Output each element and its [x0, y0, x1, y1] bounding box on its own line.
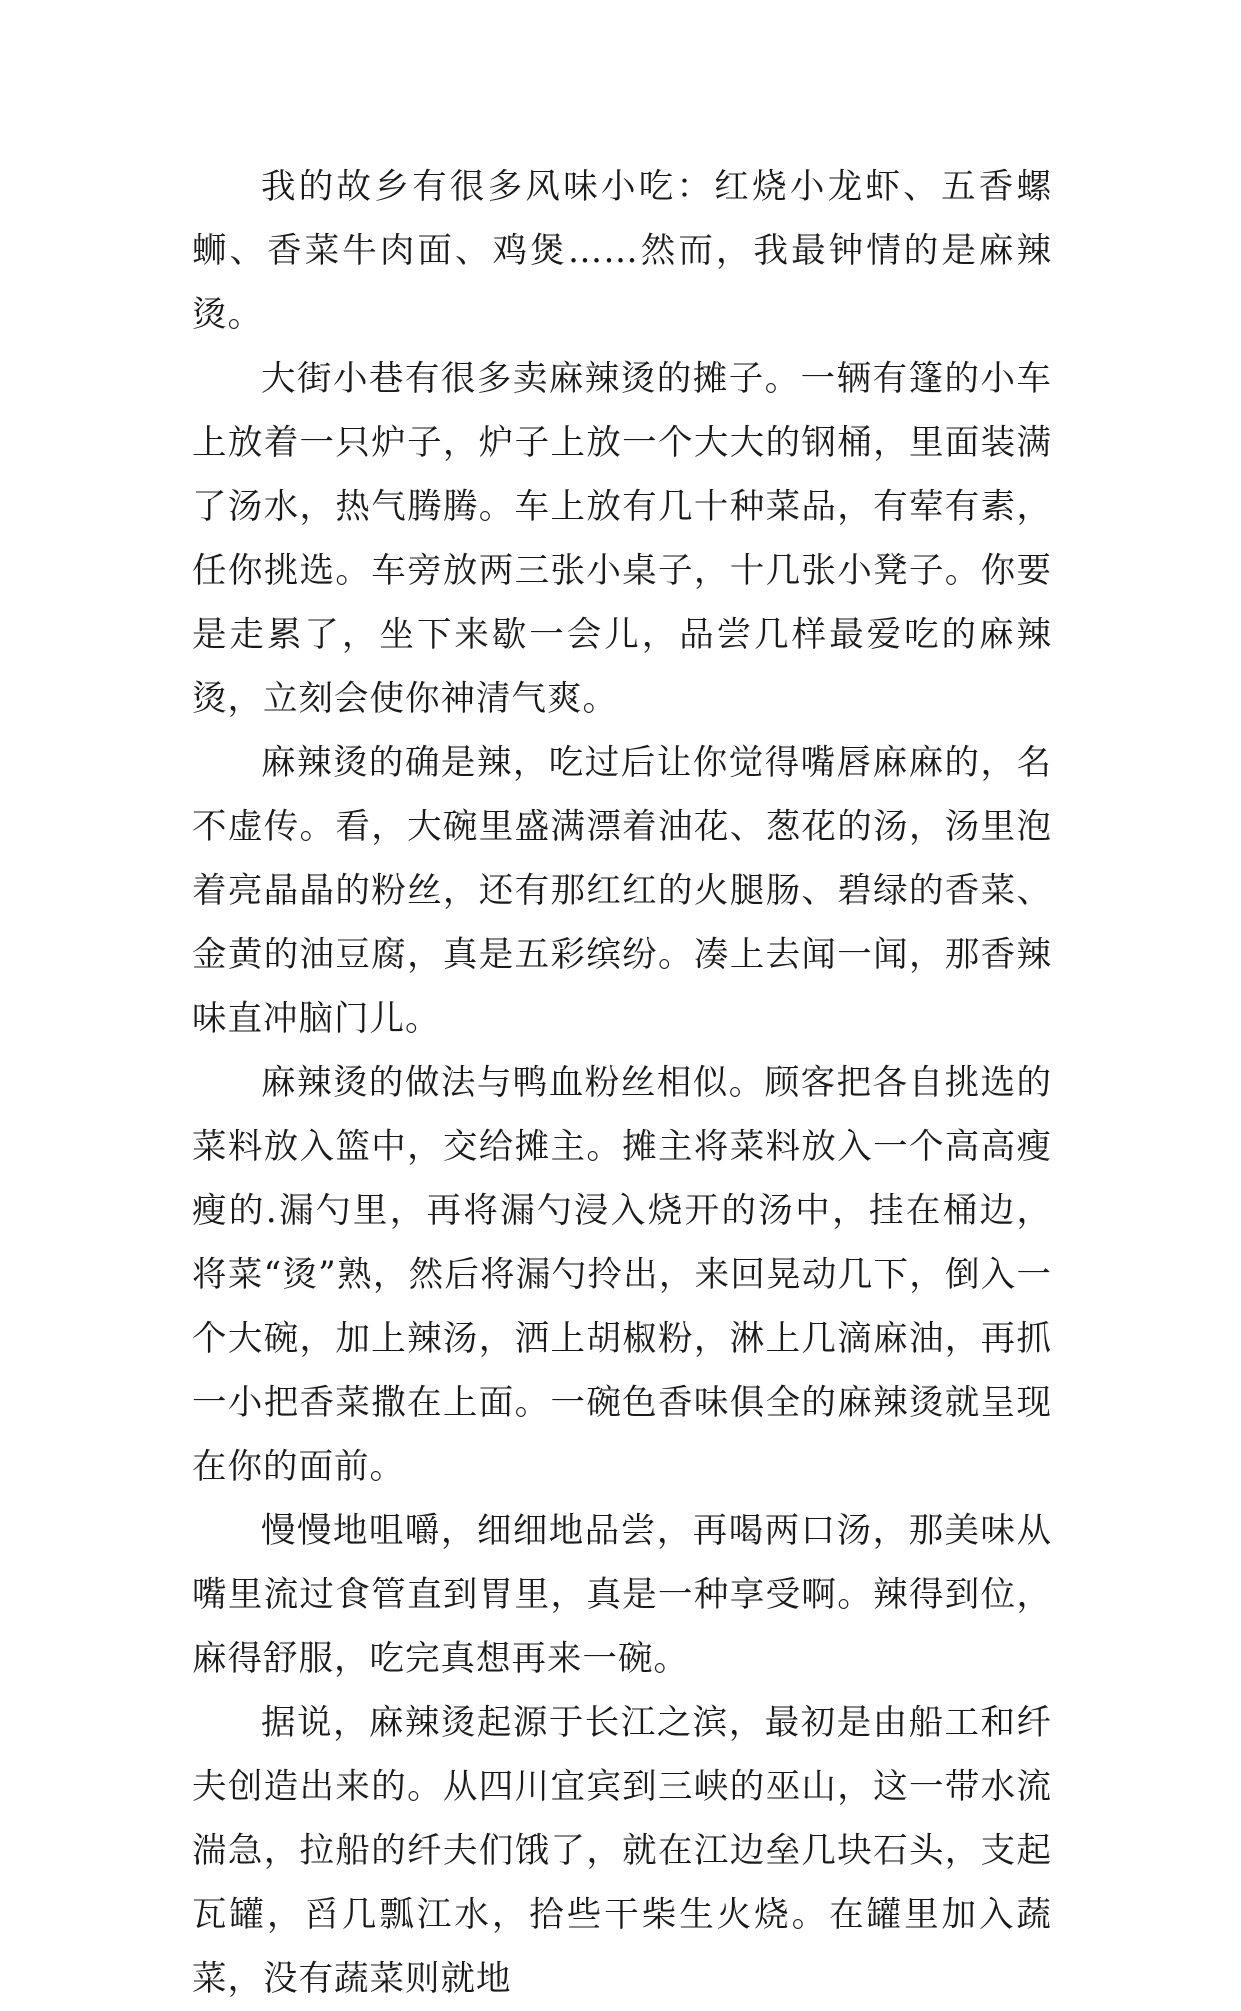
- paragraph-6: 据说，麻辣烫起源于长江之滨，最初是由船工和纤夫创造出来的。从四川宜宾到三峡的巫山，这一带水流湍急，拉船的纤夫们饿了，就在江边垒几块石头，支起瓦罐，舀几瓢江水，拾些干柴生火烧。在罐里加入蔬菜，没有蔬菜则就地: [192, 1703, 1052, 1999]
- paragraph-1: 我的故乡有很多风味小吃：红烧小龙虾、五香螺蛳、香菜牛肉面、鸡煲……然而，我最钟情的是麻辣烫。: [192, 167, 1052, 335]
- paragraph-2: 大街小巷有很多卖麻辣烫的摊子。一辆有篷的小车上放着一只炉子，炉子上放一个大大的钢桶，里面装满了汤水，热气腾腾。车上放有几十种菜品，有荤有素，任你挑选。车旁放两三张小桌子，十几张小凳子。你要是走累了，坐下来歇一会儿，品尝几样最爱吃的麻辣烫，立刻会使你神清气爽。: [192, 359, 1052, 719]
- paragraph-3: 麻辣烫的确是辣，吃过后让你觉得嘴唇麻麻的，名不虚传。看，大碗里盛满漂着油花、葱花的汤，汤里泡着亮晶晶的粉丝，还有那红红的火腿肠、碧绿的香菜、金黄的油豆腐，真是五彩缤纷。凑上去闻一闻，那香辣味直冲脑门儿。: [192, 743, 1052, 1039]
- paragraph-4: 麻辣烫的做法与鸭血粉丝相似。顾客把各自挑选的菜料放入篮中，交给摊主。摊主将菜料放入一个高高瘦瘦的.漏勺里，再将漏勺浸入烧开的汤中，挂在桶边，将菜“烫”熟，然后将漏勺拎出，来回晃动几下，倒入一个大碗，加上辣汤，洒上胡椒粉，淋上几滴麻油，再抓一小把香菜撒在上面。一碗色香味俱全的麻辣烫就呈现在你的面前。: [192, 1063, 1052, 1487]
- paragraph-5: 慢慢地咀嚼，细细地品尝，再喝两口汤，那美味从嘴里流过食管直到胃里，真是一种享受啊。辣得到位，麻得舒服，吃完真想再来一碗。: [192, 1511, 1052, 1679]
- essay-body: [192, 155, 1052, 2011]
